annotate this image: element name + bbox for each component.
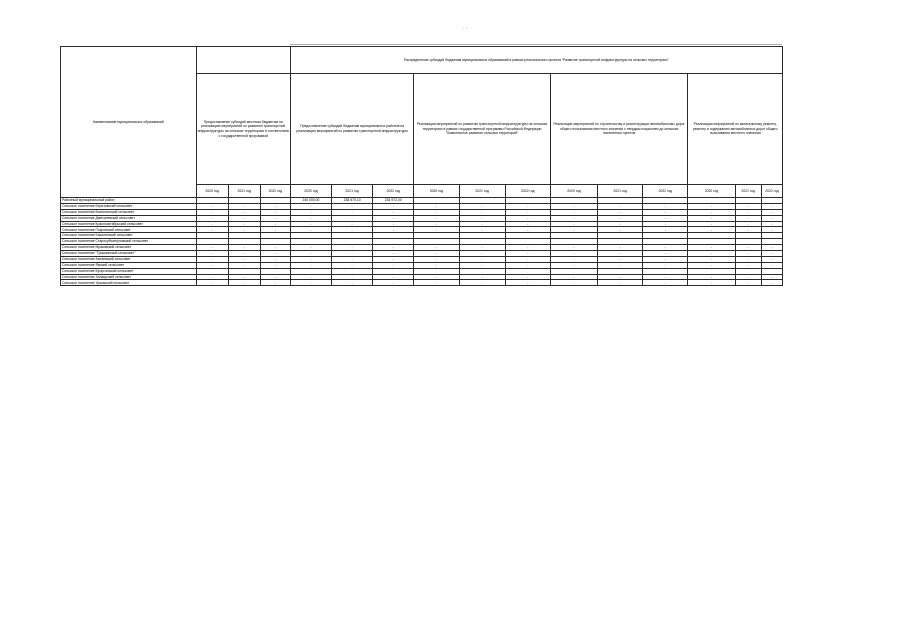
value-cell: - <box>598 262 643 268</box>
municipality-name: Сельское поселение Азнаевский сельсовет <box>61 256 197 262</box>
value-cell: - <box>735 227 761 233</box>
header-col-d: Реализация мероприятий по строительству и реконструкции автомобильных дорог общего пользования местного значения с твердым покрытием до сельских населенных пунктов <box>550 74 688 185</box>
value-cell: - <box>459 215 505 221</box>
value-cell: - <box>373 251 414 257</box>
value-cell: - <box>550 262 597 268</box>
municipality-name: Сельское поселение Бакалинский сельсовет <box>61 233 197 239</box>
value-cell: - <box>735 245 761 251</box>
year-header: 2020 год <box>414 185 459 198</box>
value-cell: - <box>598 203 643 209</box>
value-cell: - <box>735 203 761 209</box>
value-cell: - <box>373 256 414 262</box>
value-cell: - <box>643 256 688 262</box>
value-cell: - <box>290 251 331 257</box>
value-cell: - <box>505 245 550 251</box>
value-cell: - <box>735 251 761 257</box>
value-cell: - <box>414 221 459 227</box>
value-cell: - <box>761 251 782 257</box>
value-cell: - <box>373 227 414 233</box>
value-cell: - <box>598 256 643 262</box>
value-cell: - <box>332 221 373 227</box>
value-cell: - <box>290 227 331 233</box>
value-cell: - <box>196 262 228 268</box>
value-cell: - <box>228 251 260 257</box>
value-cell: - <box>643 262 688 268</box>
value-cell: - <box>290 245 331 251</box>
value-cell: - <box>196 245 228 251</box>
value-cell: - <box>688 227 735 233</box>
municipality-name: Сельское поселение Мраковский сельсовет <box>61 245 197 251</box>
value-cell: - <box>332 227 373 233</box>
value-cell: - <box>260 262 290 268</box>
value-cell: - <box>196 280 228 286</box>
value-cell: - <box>459 262 505 268</box>
value-cell: - <box>196 215 228 221</box>
value-cell: - <box>550 215 597 221</box>
year-header: 2021 год <box>735 185 761 198</box>
value-cell: - <box>332 245 373 251</box>
value-cell: - <box>459 221 505 227</box>
value-cell: - <box>643 203 688 209</box>
value-cell: - <box>373 221 414 227</box>
value-cell: - <box>260 245 290 251</box>
value-cell: - <box>414 245 459 251</box>
value-cell: - <box>735 280 761 286</box>
year-header: 2021 год <box>598 185 643 198</box>
table-row <box>61 280 783 286</box>
subsidy-table <box>60 46 783 286</box>
municipality-name: Сельское поселение Краснооктябрьский сельсовет <box>61 221 197 227</box>
value-cell: - <box>459 251 505 257</box>
value-cell: - <box>505 274 550 280</box>
value-cell: - <box>550 203 597 209</box>
value-cell: - <box>228 256 260 262</box>
value-cell: - <box>290 221 331 227</box>
value-cell: - <box>228 274 260 280</box>
value-cell: - <box>290 209 331 215</box>
year-header: 2022 год <box>260 185 290 198</box>
value-cell: - <box>598 221 643 227</box>
value-cell: - <box>196 274 228 280</box>
value-cell: - <box>761 215 782 221</box>
value-cell: - <box>735 262 761 268</box>
municipality-name: Районный муниципальный район <box>61 198 197 204</box>
value-cell: - <box>598 227 643 233</box>
value-cell: - <box>459 274 505 280</box>
year-header: 2022 год <box>761 185 782 198</box>
year-header: 2021 год <box>459 185 505 198</box>
value-cell: - <box>598 209 643 215</box>
value-cell: - <box>196 209 228 215</box>
value-cell: - <box>414 280 459 286</box>
value-cell: - <box>260 251 290 257</box>
value-cell: - <box>290 215 331 221</box>
value-cell: - <box>414 251 459 257</box>
municipality-name: Сельское поселение Покровский сельсовет <box>61 227 197 233</box>
value-cell: - <box>688 262 735 268</box>
year-header: 2022 год <box>643 185 688 198</box>
municipality-name: Сельское поселение Уршакский сельсовет <box>61 280 197 286</box>
value-cell: - <box>290 262 331 268</box>
municipality-name: Сельское поселение Ямский сельсовет <box>61 262 197 268</box>
value-cell: - <box>332 256 373 262</box>
value-cell: - <box>196 256 228 262</box>
value-cell: - <box>643 209 688 215</box>
value-cell: - <box>735 221 761 227</box>
value-cell: - <box>228 280 260 286</box>
value-cell: - <box>414 256 459 262</box>
value-cell: - <box>260 221 290 227</box>
value-cell: - <box>761 209 782 215</box>
year-header: 2022 год <box>505 185 550 198</box>
value-cell: - <box>505 262 550 268</box>
value-cell: - <box>260 209 290 215</box>
value-cell: - <box>550 280 597 286</box>
value-cell: 234 972,00 <box>373 198 414 204</box>
value-cell: - <box>373 209 414 215</box>
value-cell: - <box>260 215 290 221</box>
value-cell: - <box>735 209 761 215</box>
value-cell: - <box>373 262 414 268</box>
year-header: 2022 год <box>373 185 414 198</box>
municipality-name: Сельское поселение Вознесенский сельсовет <box>61 209 197 215</box>
value-cell: - <box>505 203 550 209</box>
header-col-e: Реализация мероприятий по капитальному ремонту, ремонту и содержанию автомобильных дорог общего пользования местного значения <box>688 74 783 185</box>
value-cell: - <box>550 245 597 251</box>
value-cell: - <box>550 227 597 233</box>
value-cell: - <box>228 227 260 233</box>
value-cell: - <box>196 221 228 227</box>
value-cell: - <box>459 227 505 233</box>
value-cell: - <box>598 274 643 280</box>
value-cell: - <box>332 262 373 268</box>
value-cell: - <box>761 262 782 268</box>
value-cell: - <box>598 280 643 286</box>
value-cell: - <box>505 221 550 227</box>
value-cell: - <box>196 203 228 209</box>
value-cell: - <box>196 251 228 257</box>
value-cell: - <box>761 203 782 209</box>
value-cell: - <box>414 274 459 280</box>
value-cell: - <box>735 274 761 280</box>
municipality-name: Сельское поселение Дмитриевский сельсовет <box>61 215 197 221</box>
value-cell: - <box>761 280 782 286</box>
value-cell: - <box>290 280 331 286</box>
value-cell: 238 570,10 <box>332 198 373 204</box>
municipality-name: Сельское поселение Кугарчинский сельсовет <box>61 268 197 274</box>
header-col-c: Реализация мероприятий по развитию транспортной инфраструктуры на сельских территориях в рамках государственной программы Российской Федерации "Комплексное развитие сельских территорий" <box>414 74 551 185</box>
value-cell: - <box>688 203 735 209</box>
value-cell: - <box>550 209 597 215</box>
value-cell: - <box>414 227 459 233</box>
value-cell: - <box>550 256 597 262</box>
value-cell: - <box>332 203 373 209</box>
value-cell: - <box>688 274 735 280</box>
value-cell: - <box>332 209 373 215</box>
value-cell: - <box>761 245 782 251</box>
header-program: Распределение субсидий бюджетам муниципальных образований в рамках регионального проекта "Развитие транспортной инфраструктуры на сельских территориях" <box>290 47 782 74</box>
value-cell: - <box>228 221 260 227</box>
header-col-a: Предоставление субсидий местным бюджетам на реализацию мероприятий по развитию транспортной инфраструктуры на сельских территориях в соответствии с государственной программой <box>196 74 290 185</box>
value-cell: - <box>643 280 688 286</box>
top-rule <box>290 44 782 45</box>
municipality-name: Сельское поселение "Трошкинский сельсовет" <box>61 251 197 257</box>
value-cell: - <box>688 245 735 251</box>
value-cell: - <box>290 274 331 280</box>
value-cell: - <box>260 256 290 262</box>
value-cell: - <box>414 203 459 209</box>
year-header: 2020 год <box>290 185 331 198</box>
value-cell: - <box>505 209 550 215</box>
year-header: 2021 год <box>332 185 373 198</box>
value-cell: - <box>332 280 373 286</box>
value-cell: - <box>414 209 459 215</box>
year-header: 2020 год <box>688 185 735 198</box>
page-mark: · · <box>462 26 468 32</box>
year-header: 2021 год <box>228 185 260 198</box>
value-cell: 240 000,00 <box>290 198 331 204</box>
value-cell: - <box>332 251 373 257</box>
value-cell: - <box>228 245 260 251</box>
value-cell: - <box>505 280 550 286</box>
value-cell: - <box>761 227 782 233</box>
value-cell: - <box>688 215 735 221</box>
value-cell: - <box>228 215 260 221</box>
value-cell: - <box>459 209 505 215</box>
value-cell: - <box>290 203 331 209</box>
value-cell: - <box>505 227 550 233</box>
year-header: 2020 год <box>550 185 597 198</box>
value-cell: - <box>505 256 550 262</box>
header-col-b: Предоставление субсидий бюджетам муниципальных районов на реализацию мероприятий по развитию транспортной инфраструктуры <box>290 74 413 185</box>
value-cell: - <box>688 251 735 257</box>
value-cell: - <box>373 274 414 280</box>
value-cell: - <box>196 227 228 233</box>
value-cell: - <box>373 245 414 251</box>
value-cell: - <box>688 221 735 227</box>
value-cell: - <box>373 280 414 286</box>
value-cell: - <box>459 280 505 286</box>
municipality-name: Сельское поселение Березовский сельсовет <box>61 203 197 209</box>
value-cell: - <box>505 215 550 221</box>
value-cell: - <box>550 274 597 280</box>
value-cell: - <box>332 274 373 280</box>
value-cell: - <box>373 203 414 209</box>
value-cell: - <box>761 256 782 262</box>
value-cell: - <box>550 251 597 257</box>
header-blank <box>196 47 290 74</box>
value-cell: - <box>260 280 290 286</box>
value-cell: - <box>598 215 643 221</box>
value-cell: - <box>735 215 761 221</box>
value-cell: - <box>260 227 290 233</box>
value-cell: - <box>761 221 782 227</box>
value-cell: - <box>228 203 260 209</box>
value-cell: - <box>459 256 505 262</box>
value-cell: - <box>550 221 597 227</box>
value-cell: - <box>505 251 550 257</box>
value-cell: - <box>290 256 331 262</box>
value-cell: - <box>643 251 688 257</box>
value-cell: - <box>332 215 373 221</box>
header-municipality: Наименование муниципальных образований <box>61 47 197 198</box>
value-cell: - <box>598 245 643 251</box>
value-cell: - <box>414 262 459 268</box>
value-cell: - <box>735 256 761 262</box>
value-cell: - <box>228 209 260 215</box>
value-cell: - <box>643 221 688 227</box>
value-cell: - <box>643 227 688 233</box>
value-cell: - <box>598 251 643 257</box>
value-cell: - <box>228 262 260 268</box>
value-cell: - <box>373 215 414 221</box>
municipality-name: Сельское поселение Зилаирский сельсовет <box>61 274 197 280</box>
value-cell: - <box>459 245 505 251</box>
municipality-name: Сельское поселение Старосубхангуловский сельсовет <box>61 239 197 245</box>
value-cell: - <box>643 215 688 221</box>
value-cell: - <box>688 280 735 286</box>
value-cell: - <box>643 245 688 251</box>
value-cell: - <box>643 274 688 280</box>
value-cell: - <box>761 274 782 280</box>
value-cell: - <box>688 256 735 262</box>
value-cell: - <box>688 209 735 215</box>
value-cell: - <box>260 203 290 209</box>
value-cell: - <box>414 215 459 221</box>
value-cell: - <box>260 274 290 280</box>
year-header: 2020 год <box>196 185 228 198</box>
value-cell: - <box>459 203 505 209</box>
